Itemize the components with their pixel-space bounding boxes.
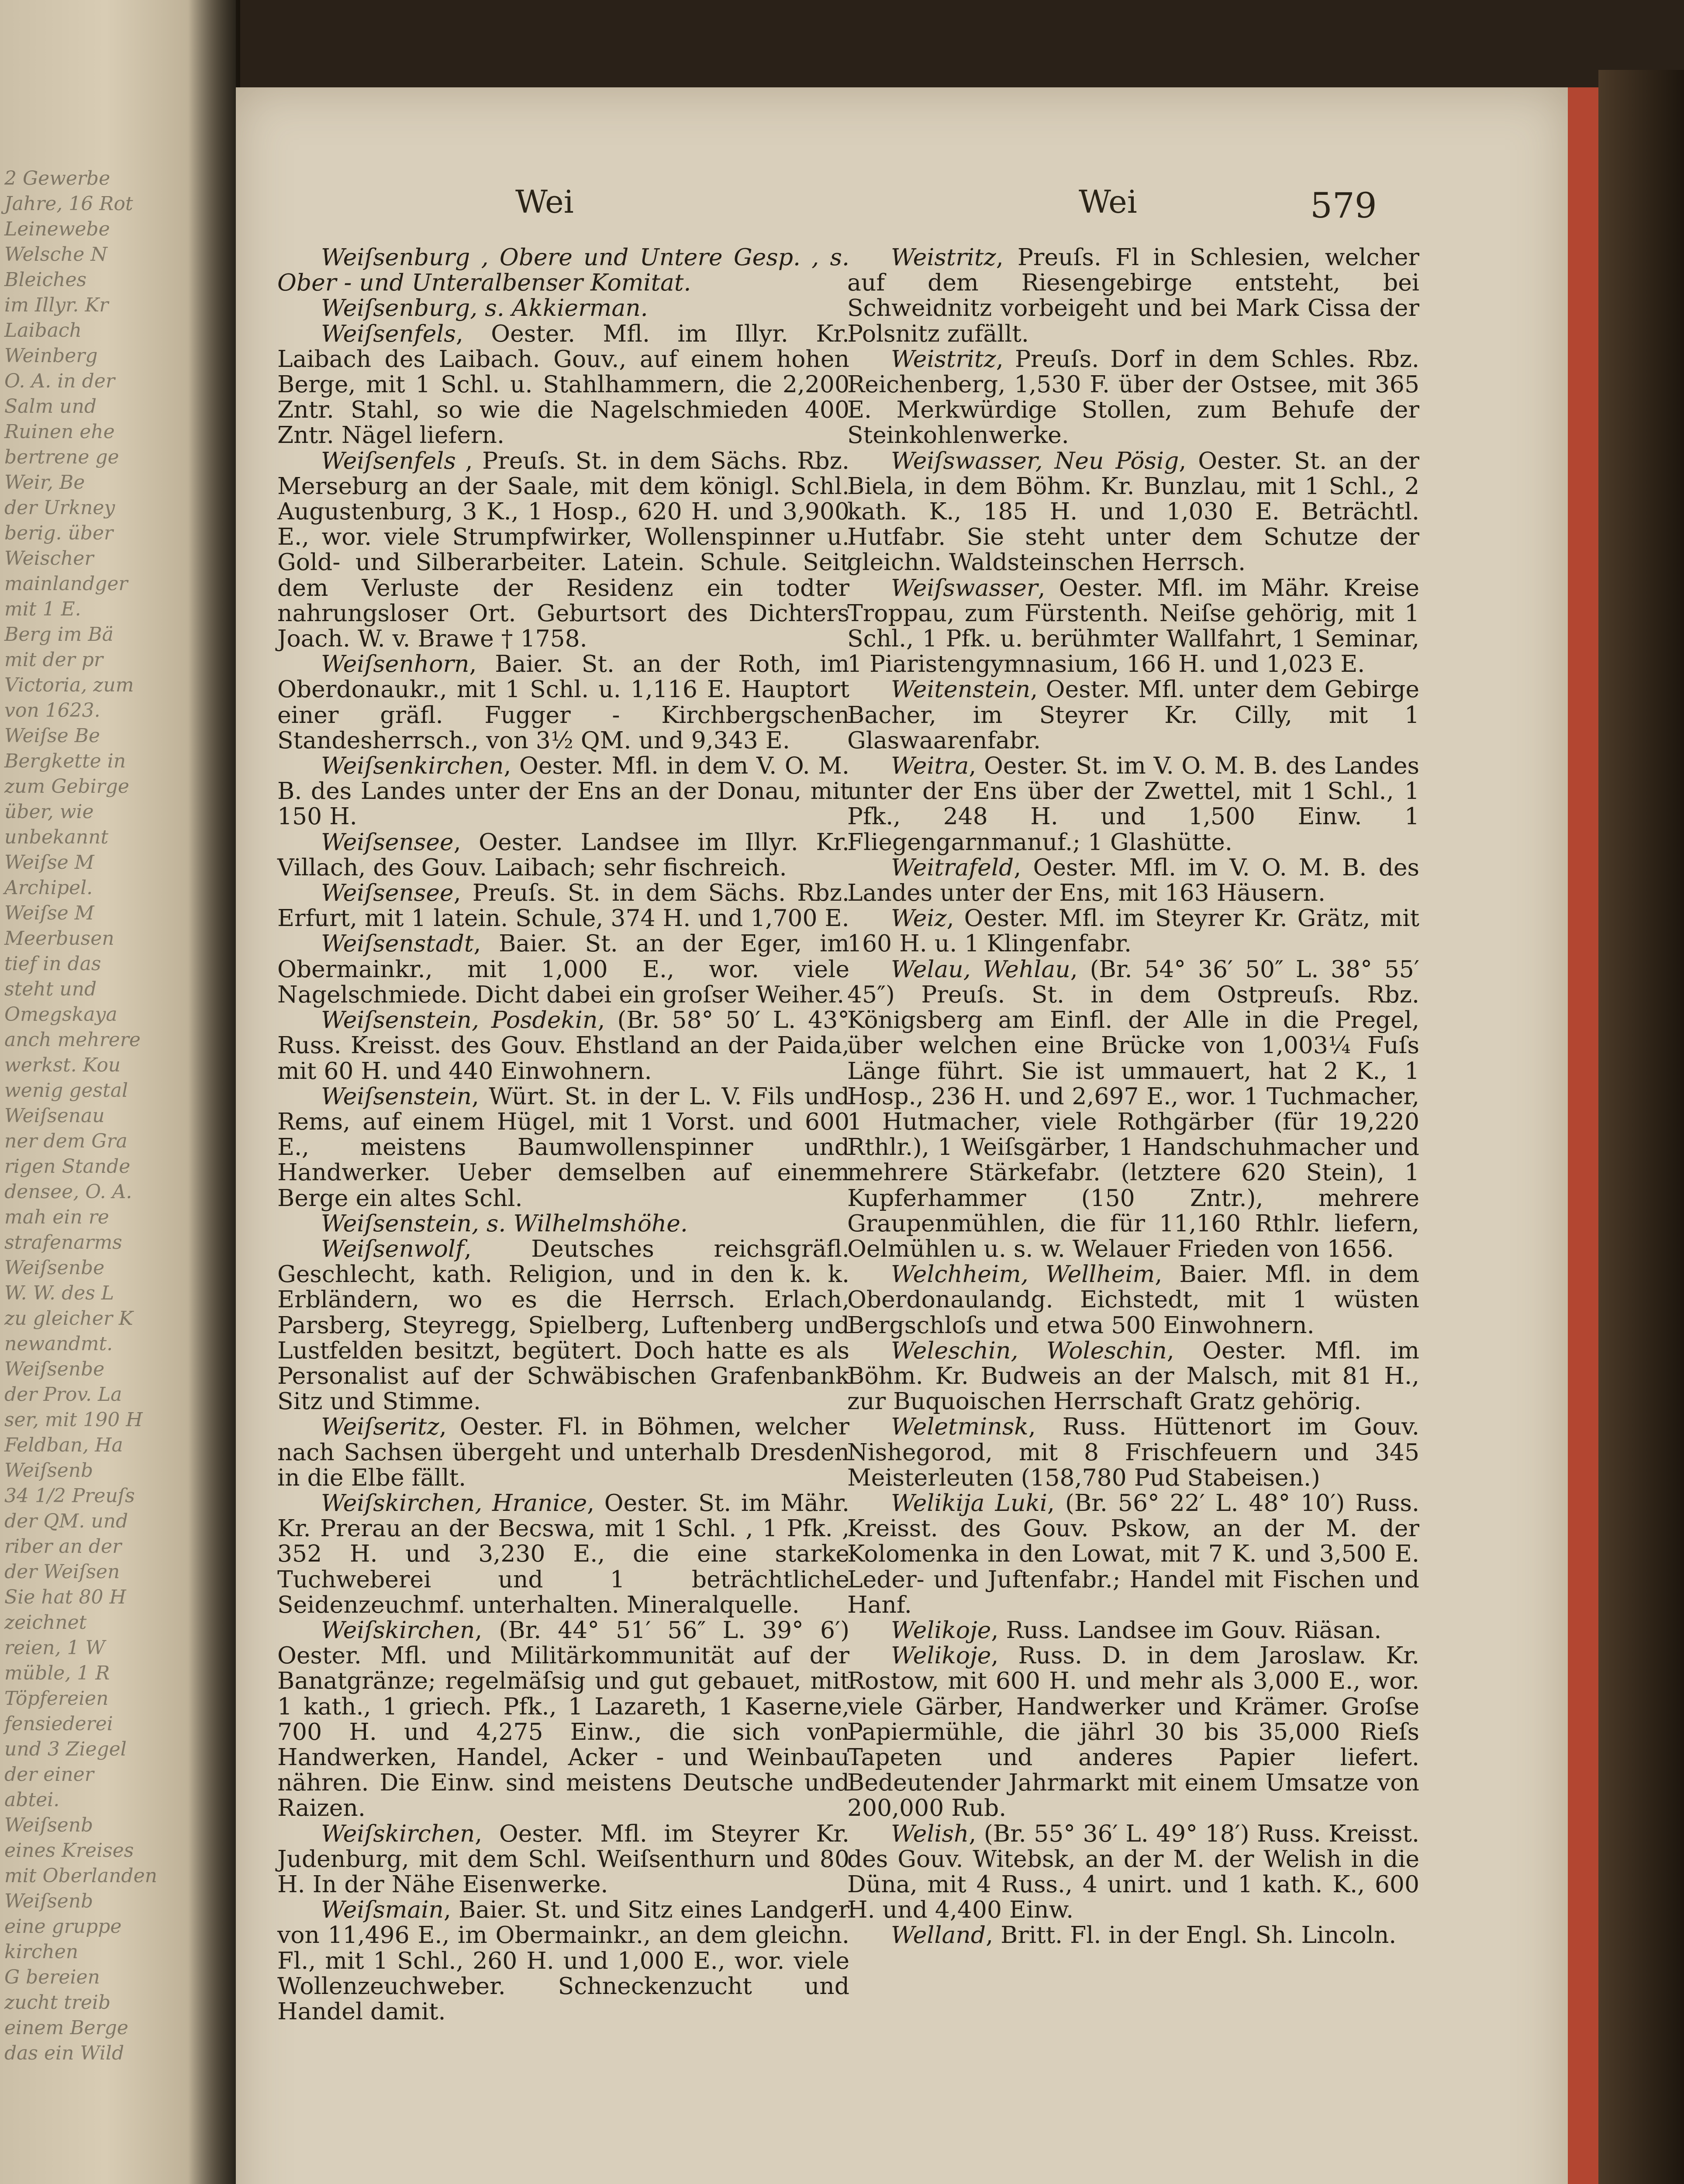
book-spine-edge (1568, 87, 1598, 2184)
entry-headword: Weiſsenfels (321, 446, 456, 474)
running-head-left: Wei (515, 183, 574, 220)
dictionary-entry (847, 1338, 1419, 1414)
entry-headword: Welikija Luki (891, 1489, 1048, 1517)
entry-headword: Weiſsenwolf (321, 1234, 464, 1262)
entry-text: , Oester. Mfl. im Illyr. Kr. Laibach des Laibach. Gouv., auf einem hohen Berge, mit 1 Schl. u. Stahlhammern, die 2,200 Zntr. Stahl, so wie die Nagelschmieden 400 Zntr. Nägel liefern. (277, 319, 849, 449)
dictionary-entry (277, 1821, 849, 1897)
entry-headword: Welchheim, Wellheim (891, 1260, 1155, 1288)
entry-text: , Russ. Landsee im Gouv. Riäsan. (991, 1616, 1382, 1644)
entry-text: , Britt. Fl. in der Engl. Sh. Lincoln. (986, 1921, 1397, 1949)
dictionary-entry (277, 448, 849, 652)
entry-headword: Weitenstein (891, 675, 1031, 703)
dictionary-entry (277, 753, 849, 829)
entry-headword: Weiſskirchen (321, 1819, 475, 1847)
book-page (236, 87, 1568, 2184)
entry-headword: Weiſswasser (891, 574, 1038, 601)
entry-text: , Würt. St. in der L. V. Fils und Rems, auf einem Hügel, mit 1 Vorst. und 600 E., meistens Baumwollenspinner und Handwerker. Ueber demselben auf einem Berge ein altes Schl. (277, 1082, 849, 1212)
dictionary-entry (277, 1236, 849, 1414)
entry-text: , Oester. Fl. in Böhmen, welcher nach Sachsen übergeht und unterhalb Dresden in die Elbe fällt. (277, 1413, 849, 1491)
entry-headword: Weitrafeld (891, 853, 1014, 881)
entry-text: , Deutsches reichsgräfl. Geschlecht, kath. Religion, und in den k. k. Erbländern, wo es die Herrsch. Erlach, Parsberg, Steyregg, Spielberg, Luftenberg und Lustfelden besitzt, begütert. Doch hatte es als Personalist auf der Schwäbischen Grafenbank Sitz und Stimme. (277, 1234, 849, 1415)
dictionary-entry (847, 855, 1419, 905)
entry-headword: Weiſskirchen (321, 1616, 475, 1644)
dictionary-entry (277, 1084, 849, 1211)
dictionary-entry (277, 829, 849, 880)
entry-headword: Weiſsenfels (321, 319, 456, 347)
dictionary-entry (277, 1211, 849, 1236)
entry-headword: Weiſsenburg, s. Akkierman. (321, 294, 648, 322)
dictionary-entry (277, 931, 849, 1007)
entry-headword: Weiſsenstein (321, 1082, 472, 1110)
dictionary-entry (847, 448, 1419, 575)
dictionary-entry (847, 346, 1419, 448)
entry-text: , (Br. 54° 36′ 50″ L. 38° 55′ 45″) Preuſs. St. in dem Ostpreuſs. Rbz. Königsberg am Einfl. der Alle in die Pregel, über welchen eine Brücke von 1,003¼ Fuſs Länge führt. Sie ist ummauert, hat 2 K., 1 Hosp., 236 H. und 2,697 E., wor. 1 Tuchmacher, 1 Hutmacher, viele Rothgärber (für 19,220 Rthlr.), 1 Weiſsgärber, 1 Handschuhmacher und mehrere Stärkefabr. (letztere 620 Stein), 1 Kupferhammer (150 Zntr.), mehrere Graupenmühlen, die für 11,160 Rthlr. liefern, Oelmühlen u. s. w. Welauer Frieden von 1656. (847, 955, 1419, 1262)
entry-headword: Weiſsenkirchen (321, 752, 504, 780)
entry-headword: Weiſsmain (321, 1896, 444, 1924)
entry-headword: Weletminsk (891, 1413, 1028, 1441)
entry-text: , Oester. St. im V. O. M. B. des Landes unter der Ens über der Zwettel, mit 1 Schl., 1 Pfk., 248 H. und 1,500 Einw. 1 Fliegengarnmanuf.; 1 Glashütte. (847, 752, 1419, 856)
entry-text: , Preuſs. St. in dem Sächs. Rbz. Erfurt, mit 1 latein. Schule, 374 H. und 1,700 E. (277, 879, 849, 932)
entry-text: , (Br. 44° 51′ 56″ L. 39° 6′) Oester. Mfl. und Militärkommunität auf der Banatgränze; regelmäſsig und gut gebauet, mit 1 kath., 1 griech. Pfk., 1 Lazareth, 1 Kaserne, 700 H. und 4,275 Einw., die sich von Handwerken, Handel, Acker - und Weinbau nähren. Die Einw. sind meistens Deutsche und Raizen. (277, 1616, 849, 1822)
entry-text: , Oester. Mfl. im Steyrer Kr. Judenburg, mit dem Schl. Weiſsenthurn und 80 H. In der Nähe Eisenwerke. (277, 1819, 849, 1898)
entry-text: , Preuſs. Dorf in dem Schles. Rbz. Reichenberg, 1,530 F. über der Ostsee, mit 365 E. Merkwürdige Stollen, zum Behufe der Steinkohlenwerke. (847, 345, 1419, 449)
dictionary-entry (847, 957, 1419, 1261)
entry-headword: Weiſsenhorn (321, 650, 469, 678)
entry-headword: Weiſsenstadt (321, 930, 474, 957)
right-column (847, 245, 1419, 1948)
entry-headword: Welish (891, 1819, 969, 1847)
dictionary-entry (277, 1007, 849, 1084)
dictionary-entry (277, 1414, 849, 1490)
entry-text: , Oester. St. an der Biela, in dem Böhm. Kr. Bunzlau, mit 1 Schl., 2 kath. K., 185 H. und 1,030 E. Beträchtl. Hutfabr. Sie steht unter dem Schutze der gleichn. Waldsteinschen Herrsch. (847, 446, 1419, 576)
entry-headword: Weiſswasser, Neu Pösig (891, 446, 1179, 474)
entry-text: , Oester. St. im Mähr. Kr. Prerau an der Becswa, mit 1 Schl. , 1 Pfk. , 352 H. und 3,230 E., die eine starke Tuchweberei und 1 beträchtliche Seidenzeuchmf. unterhalten. Mineralquelle. (277, 1489, 849, 1618)
entry-text: , Oester. Mfl. im V. O. M. B. des Landes unter der Ens, mit 163 Häusern. (847, 853, 1419, 907)
entry-headword: Welau, Wehlau (891, 955, 1070, 983)
dictionary-entry (847, 575, 1419, 677)
entry-text: , Oester. Mfl. im Steyrer Kr. Grätz, mit 160 H. u. 1 Klingenfabr. (847, 904, 1419, 957)
dictionary-entry (277, 321, 849, 448)
dictionary-entry (847, 1821, 1419, 1923)
entry-headword: Weitra (891, 752, 969, 780)
dictionary-entry (847, 245, 1419, 346)
entry-text: , Oester. Mfl. im Mähr. Kreise Troppau, zum Fürstenth. Neiſse gehörig, mit 1 Schl., 1 Pfk. u. berühmter Wallfahrt, 1 Seminar, 1 Piaristengymnasium, 166 H. und 1,023 E. (847, 574, 1419, 678)
entry-text: , Oester. Landsee im Illyr. Kr. Villach, des Gouv. Laibach; sehr fischreich. (277, 828, 849, 881)
dictionary-entry (277, 1617, 849, 1821)
dictionary-entry (277, 1490, 849, 1617)
dictionary-entry (277, 651, 849, 753)
entry-text: , Oester. Mfl. unter dem Gebirge Bacher, im Steyrer Kr. Cilly, mit 1 Glaswaarenfabr. (847, 675, 1419, 754)
entry-headword: Welland (891, 1921, 986, 1949)
entry-headword: Weiz (891, 904, 947, 932)
book-cover-board (1598, 70, 1684, 2184)
dictionary-entry (277, 295, 849, 321)
dictionary-entry (847, 677, 1419, 753)
dictionary-entry (847, 1643, 1419, 1821)
entry-headword: Welikoje (891, 1641, 991, 1669)
entry-headword: Welikoje (891, 1616, 991, 1644)
dictionary-entry (847, 1490, 1419, 1617)
entry-headword: Weiſseritz (321, 1413, 439, 1441)
page-number: 579 (1310, 185, 1377, 226)
entry-text: , Baier. St. an der Roth, im Oberdonaukr., mit 1 Schl. u. 1,116 E. Hauptort einer gräfl. Fugger - Kirchbergschen Standesherrsch., von 3½ QM. und 9,343 E. (277, 650, 849, 754)
entry-text: , (Br. 56° 22′ L. 48° 10′) Russ. Kreisst. des Gouv. Pskow, an der M. der Kolomenka in den Lowat, mit 7 K. und 3,500 E. Leder- und Juftenfabr.; Handel mit Fischen und Hanf. (847, 1489, 1419, 1618)
entry-text: , (Br. 55° 36′ L. 49° 18′) Russ. Kreisst. des Gouv. Witebsk, an der M. der Welish in die Düna, mit 4 Russ., 4 unirt. und 1 kath. K., 600 H. und 4,400 Einw. (847, 1819, 1419, 1924)
entry-text: , Baier. Mfl. in dem Oberdonaulandg. Eichstedt, mit 1 wüsten Bergschloſs und etwa 500 Einwohnern. (847, 1260, 1419, 1339)
running-head-right: Wei (1079, 183, 1137, 220)
previous-page-text: 2 Gewerbe Jahre, 16 Rot Leinewebe Welsche N Bleiches im Illyr. Kr Laibach Weinberg O. A. in der Salm und Ruinen ehe bertrene ge Weir, Be der Urkney berig. über Weischer mainlandger mit 1 E. Berg im Bä mit der pr Victoria, zum von 1623. Weiſse Be Bergkette in zum Gebirge über, wie unbekannt Weiſse M Archipel. Weiſse M Meerbusen tief in das steht und Omegskaya anch mehrere werkst. Kou wenig gestal Weiſsenau ner dem Gra rigen Stande densee, O. A. mah ein re strafenarms Weiſsenbe W. W. des L zu gleicher K newandmt. Weiſsenbe der Prov. La ser, mit 190 H Feldban, Ha Weiſsenb 34 1/2 Preuſs der QM. und riber an der der Weiſsen Sie hat 80 H zeichnet reien, 1 W müble, 1 R Töpfereien fensiederei und 3 Ziegel der einer abtei. Weiſsenb eines Kreises mit Oberlanden Weiſsenb eine gruppe kirchen G bereien zucht treib einem Berge das ein Wild (4, 167, 157, 2064)
left-column (277, 245, 849, 2024)
entry-headword: Weiſsensee (321, 828, 454, 856)
dictionary-entry (847, 1922, 1419, 1948)
entry-text: , Baier. St. und Sitz eines Landger von 11,496 E., im Obermainkr., an dem gleichn. Fl., mit 1 Schl., 260 H. und 1,000 E., wor. viele Wollenzeuchweber. Schneckenzucht und Handel damit. (277, 1896, 849, 2025)
entry-text: , Oester. Mfl. im Böhm. Kr. Budweis an der Malsch, mit 81 H., zur Buquoischen Herrschaft Gratz gehörig. (847, 1336, 1420, 1415)
book-gutter (188, 0, 240, 2184)
dictionary-entry (277, 1897, 849, 2024)
dictionary-entry (847, 1414, 1419, 1490)
dictionary-entry (847, 1617, 1419, 1643)
dictionary-entry (277, 245, 849, 295)
dictionary-entry (847, 753, 1419, 855)
entry-headword: Weleschin, Woleschin (891, 1336, 1167, 1364)
dictionary-entry (847, 905, 1419, 956)
entry-text: , Russ. Hüttenort im Gouv. Nishegorod, mit 8 Frischfeuern und 345 Meisterleuten (158,780 Pud Stabeisen.) (847, 1413, 1419, 1491)
entry-headword: Weiſsensee (321, 879, 454, 907)
entry-text: , Preuſs. Fl in Schlesien, welcher auf dem Riesengebirge entsteht, bei Schweidnitz vorbeigeht und bei Mark Cissa der Polsnitz zufällt. (847, 243, 1419, 347)
entry-text: , Oester. Mfl. in dem V. O. M. B. des Landes unter der Ens an der Donau, mit 150 H. (277, 752, 849, 830)
entry-headword: Weiſsenburg , Obere und Untere Gesp. , s. Ober - und Unteralbenser Komitat. (277, 243, 849, 297)
entry-headword: Weiſsenstein, s. Wilhelmshöhe. (321, 1209, 688, 1237)
entry-headword: Weistritz (891, 345, 996, 373)
dictionary-entry (277, 880, 849, 931)
entry-text: , (Br. 58° 50′ L. 43° Russ. Kreisst. des Gouv. Ehstland an der Paida, mit 60 H. und 440 Einwohnern. (277, 1006, 849, 1085)
entry-headword: Weistritz (891, 243, 996, 271)
dictionary-entry (847, 1261, 1419, 1338)
entry-text: , Preuſs. St. in dem Sächs. Rbz. Merseburg an der Saale, mit dem königl. Schl. Augustenburg, 3 K., 1 Hosp., 620 H. und 3,900 E., wor. viele Strumpfwirker, Wollenspinner u. Gold- und Silberarbeiter. Latein. Schule. Seit dem Verluste der Residenz ein todter nahrungsloser Ort. Geburtsort des Dichters Joach. W. v. Brawe † 1758. (277, 446, 849, 653)
entry-headword: Weiſskirchen, Hranice (321, 1489, 587, 1517)
entry-text: , Russ. D. in dem Jaroslaw. Kr. Rostow, mit 600 H. und mehr als 3,000 E., wor. viele Gärber, Handwerker und Krämer. Groſse Papiermühle, die jährl 30 bis 35,000 Rieſs Tapeten und anderes Papier liefert. Bedeutender Jahrmarkt mit einem Umsatze von 200,000 Rub. (847, 1641, 1419, 1822)
entry-text: , Baier. St. an der Eger, im Obermainkr., mit 1,000 E., wor. viele Nagelschmiede. Dicht dabei ein groſser Weiher. (277, 930, 849, 1008)
page-header (236, 175, 1568, 227)
entry-headword: Weiſsenstein, Posdekin (321, 1006, 598, 1034)
